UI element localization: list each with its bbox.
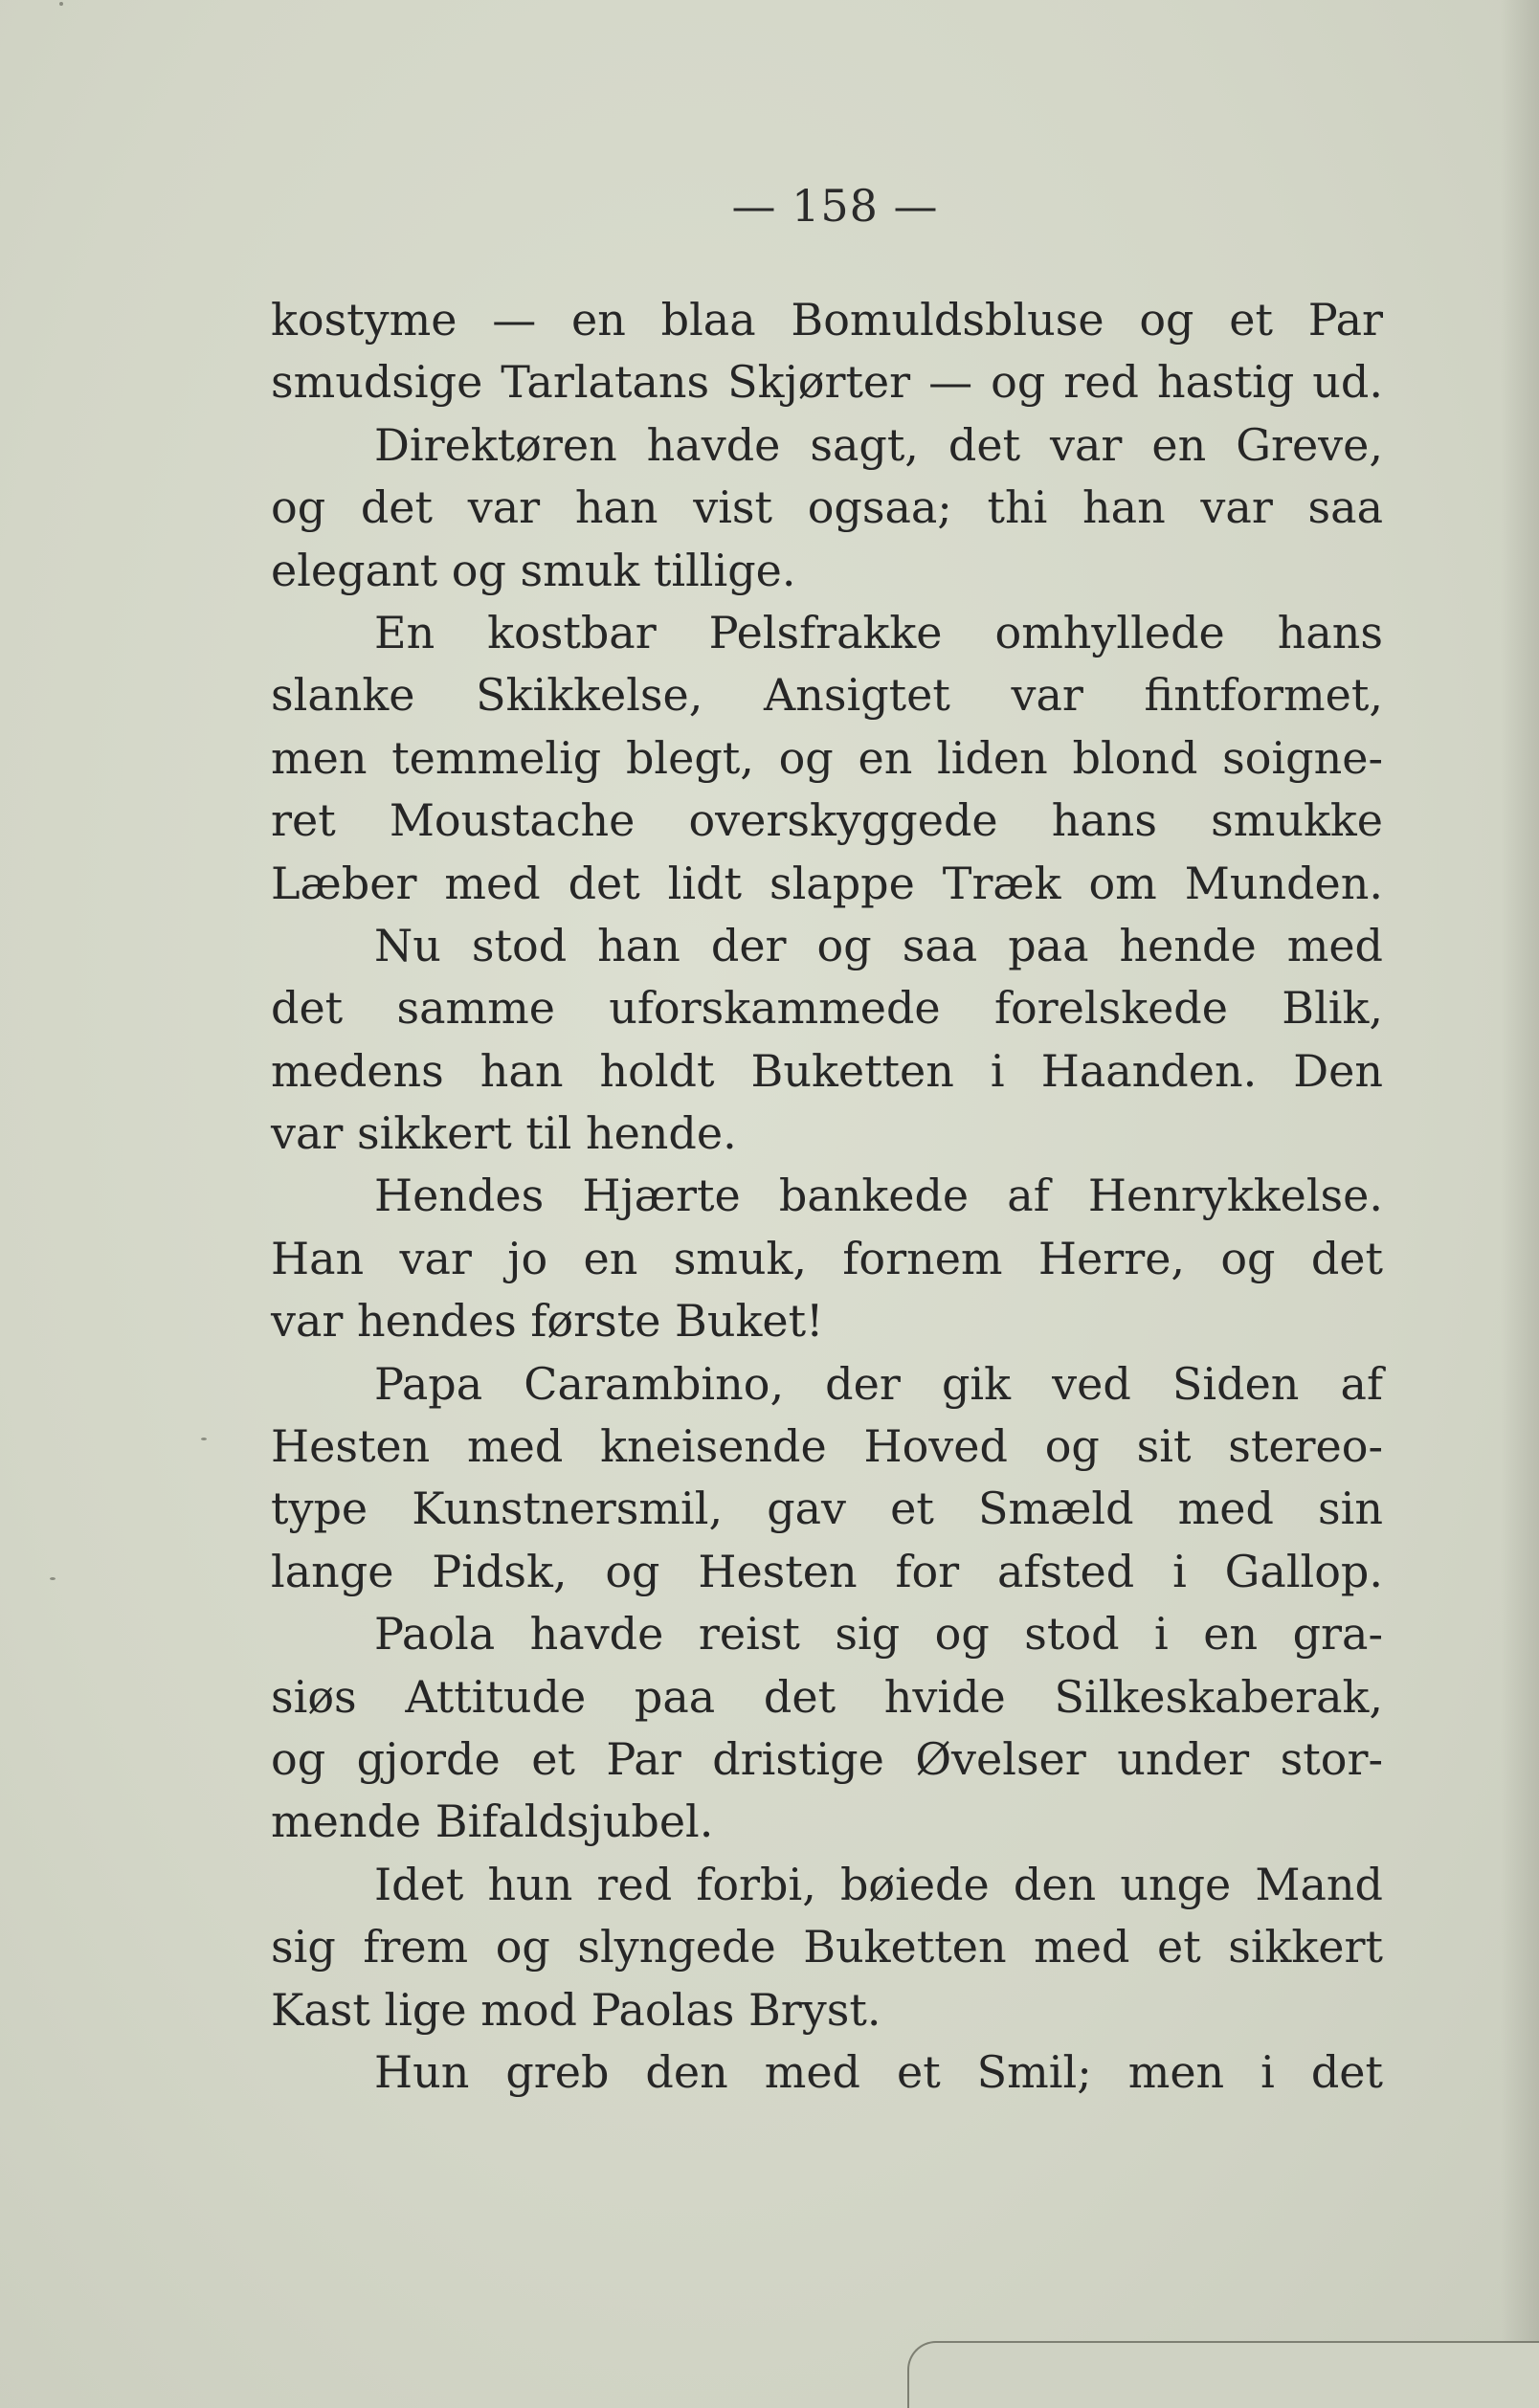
- text-line: type Kunstnersmil, gav et Smæld med sin: [271, 1483, 1383, 1535]
- body-text: [271, 289, 1383, 2104]
- text-line: lange Pidsk, og Hesten for afsted i Gallop.: [271, 1545, 1383, 1597]
- text-line: kostyme — en blaa Bomuldsbluse og et Par: [271, 294, 1383, 346]
- text-line: medens han holdt Buketten i Haanden. Den: [271, 1044, 1383, 1097]
- text-line: Han var jo en smuk, fornem Herre, og det: [271, 1232, 1383, 1284]
- text-line: var hendes første Buket!: [271, 1295, 824, 1348]
- page-edge-shadow: [1501, 0, 1539, 2408]
- text-line: siøs Attitude paa det hvide Silkeskaberak,: [271, 1670, 1383, 1723]
- page-number: — 158 —: [731, 180, 939, 232]
- paper-speck: [59, 2, 63, 6]
- text-line: sig frem og slyngede Buketten med et sikkert: [271, 1921, 1383, 1973]
- text-line: det samme uforskammede forelskede Blik,: [271, 982, 1383, 1035]
- text-line: ret Moustache overskyggede hans smukke: [271, 794, 1383, 847]
- text-line: Hendes Hjærte bankede af Henrykkelse.: [374, 1170, 1383, 1222]
- text-line: mende Bifaldsjubel.: [271, 1795, 714, 1848]
- page-curl-decoration: [907, 2341, 1539, 2408]
- text-line: Nu stod han der og saa paa hende med: [374, 919, 1383, 971]
- text-line: En kostbar Pelsfrakke omhyllede hans: [374, 606, 1383, 658]
- text-line: og gjorde et Par dristige Øvelser under stor-: [271, 1732, 1383, 1785]
- paper-speck: [201, 1438, 207, 1440]
- text-line: elegant og smuk tillige.: [271, 544, 796, 596]
- text-line: og det var han vist ogsaa; thi han var saa: [271, 481, 1383, 534]
- text-line: men temmelig blegt, og en liden blond soigne-: [271, 731, 1383, 784]
- text-line: Idet hun red forbi, bøiede den unge Mand: [374, 1858, 1383, 1910]
- text-line: Hun greb den med et Smil; men i det: [374, 2045, 1383, 2098]
- text-line: Papa Carambino, der gik ved Siden af: [374, 1357, 1383, 1410]
- text-line: Paola havde reist sig og stod i en gra-: [374, 1608, 1383, 1661]
- text-line: Hesten med kneisende Hoved og sit stereo-: [271, 1420, 1383, 1473]
- paper-speck: [50, 1577, 56, 1580]
- text-line: var sikkert til hende.: [271, 1107, 737, 1160]
- text-line: slanke Skikkelse, Ansigtet var fintformet,: [271, 669, 1383, 722]
- text-line: smudsige Tarlatans Skjørter — og red hastig ud.: [271, 356, 1383, 409]
- text-line: Læber med det lidt slappe Træk om Munden.: [271, 857, 1383, 909]
- text-line: Direktøren havde sagt, det var en Greve,: [374, 418, 1383, 471]
- text-line: Kast lige mod Paolas Bryst.: [271, 1983, 881, 2036]
